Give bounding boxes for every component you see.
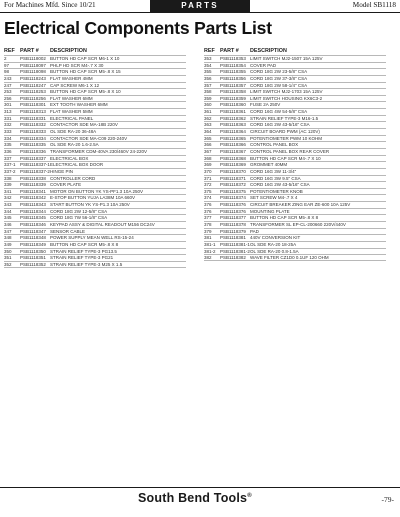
cell-ref: 363	[204, 122, 212, 128]
cell-part-number: PSB1118356	[220, 75, 246, 81]
table-row	[4, 141, 186, 148]
cell-ref: 342	[4, 195, 12, 201]
cell-part-number: PSB1118375	[220, 188, 246, 194]
cell-ref: 364	[204, 129, 212, 135]
table-row	[204, 88, 386, 95]
cell-part-number: PSB1118369	[220, 162, 246, 168]
table-row	[204, 148, 386, 155]
cell-ref: 336	[4, 148, 12, 154]
table-row	[4, 95, 186, 102]
table-row	[204, 55, 386, 62]
cell-description: ELECTRICAL PANEL	[50, 115, 94, 121]
cell-description: ELECTRICAL BOX DOOR	[50, 162, 104, 168]
cell-part-number: PSB1118359	[220, 95, 246, 101]
trademark-symbol: ®	[247, 492, 252, 499]
cell-part-number: PSB1118370	[220, 168, 246, 174]
cell-ref: 376	[204, 208, 212, 214]
cell-part-number: PSB1118339	[20, 182, 46, 188]
cell-part-number: PSB1118361	[220, 109, 246, 115]
table-row	[4, 88, 186, 95]
cell-description: CORD 16G 2W 43-5/16" CSA	[250, 182, 310, 188]
cell-description: COVER PLATE	[50, 182, 82, 188]
cell-description: POTENTIOMETER PWM 10 KOHM	[250, 135, 323, 141]
cell-description: CONTROL PANEL BOX REAR COVER	[250, 148, 330, 154]
cell-ref: 349	[4, 241, 12, 247]
table-row	[204, 208, 386, 215]
header-rule	[0, 12, 400, 13]
cell-part-number: PSB1118377	[220, 215, 246, 221]
cell-description: FLAT WASHER 4MM	[50, 75, 93, 81]
page-number: -79-	[381, 495, 394, 504]
cell-ref: 301	[4, 102, 12, 108]
table-row	[204, 181, 386, 188]
cell-part-number: PSB1118368	[220, 155, 246, 161]
cell-description: LIMIT SWITCH HOUSING KX6C3-2	[250, 95, 323, 101]
table-row	[4, 82, 186, 89]
cell-part-number: PSB1118256	[20, 95, 46, 101]
cell-ref: 333	[4, 129, 12, 135]
table-row	[204, 108, 386, 115]
cell-ref: 331	[4, 115, 12, 121]
table-row	[204, 121, 386, 128]
table-row	[204, 228, 386, 235]
table-row	[204, 188, 386, 195]
cell-part-number: PSB1118360	[220, 102, 246, 108]
cell-part-number: PSB1118098	[20, 69, 46, 75]
column-header-ref: REF	[4, 48, 15, 54]
cell-part-number: PSB1118362	[220, 115, 246, 121]
table-row	[4, 128, 186, 135]
cell-description: CORD 18G 2W 23-5/8" CSA	[250, 69, 308, 75]
cell-description: FLAT WASHER 6MM	[50, 95, 93, 101]
machines-mfd-note: For Machines Mfd. Since 10/21	[4, 1, 96, 9]
table-row	[4, 175, 186, 182]
cell-part-number: PSB1118341	[20, 188, 46, 194]
cell-description: BUTTON HD CAP SCR M5-.8 X 15	[50, 69, 121, 75]
table-row	[204, 234, 386, 241]
page-header	[0, 0, 400, 12]
cell-description: CONTROLLER CORD	[50, 175, 96, 181]
cell-part-number: PSB1118301	[20, 102, 46, 108]
cell-ref: 344	[4, 208, 12, 214]
cell-ref: 98	[4, 69, 10, 75]
cell-ref: 381-1	[204, 241, 216, 247]
cell-ref: 374	[204, 195, 212, 201]
table-row	[4, 188, 186, 195]
table-row	[204, 168, 386, 175]
cell-part-number: PSB1118367	[220, 148, 246, 154]
cell-ref: 350	[4, 248, 12, 254]
table-row	[4, 208, 186, 215]
table-row	[4, 135, 186, 142]
cell-ref: 337-2	[4, 168, 16, 174]
cell-ref: 332	[4, 122, 12, 128]
table-row	[204, 254, 386, 261]
cell-part-number: PSB1118253	[20, 89, 46, 95]
cell-ref: 335	[4, 142, 12, 148]
cell-part-number: PSB1118243	[20, 75, 46, 81]
cell-description: WAVE FILTER CZ1D0 0.1UF 120 OHM	[250, 255, 329, 260]
table-row	[204, 141, 386, 148]
cell-description: BUTTON HD CAP SCR M5-.8 X 8	[250, 215, 319, 221]
table-body	[4, 55, 186, 268]
cell-part-number: PSB1118350	[20, 248, 46, 254]
parts-table-right	[204, 47, 386, 261]
table-row	[4, 148, 186, 155]
cell-description: ELECTRICAL BOX	[50, 155, 89, 161]
cell-ref: 377	[204, 215, 212, 221]
cell-ref: 359	[204, 95, 212, 101]
cell-ref: 365	[204, 135, 212, 141]
cell-description: KEYPAD ASSY & DIGITAL READOUT M156 DC24V	[50, 222, 155, 228]
table-row	[4, 68, 186, 75]
cell-ref: 379	[204, 228, 212, 234]
footer-rule	[0, 487, 400, 488]
cell-part-number: PSB1118336	[20, 148, 46, 154]
table-row	[4, 115, 186, 122]
table-row	[204, 115, 386, 122]
column-header-description: DESCRIPTION	[250, 48, 287, 54]
table-row	[204, 101, 386, 108]
cell-ref: 256	[4, 95, 12, 101]
table-row	[204, 241, 386, 248]
cell-part-number: PSB1118334	[20, 135, 46, 141]
cell-description: CORD 18G 2W 12-5/8" CSA	[50, 208, 108, 214]
cell-description: PAD	[250, 228, 259, 234]
cell-description: SENSOR CABLE	[50, 228, 86, 234]
table-row	[204, 175, 386, 182]
cell-ref: 358	[204, 89, 212, 95]
table-row	[4, 248, 186, 255]
cell-description: START BUTTON YK YS-P1.3 10A 250V	[50, 202, 130, 208]
table-row	[204, 95, 386, 102]
table-row	[204, 82, 386, 89]
table-row	[4, 168, 186, 175]
cell-ref: 351	[4, 255, 12, 261]
cell-description: TRANSFORMER CDM-40VA 230/460V 24-220V	[50, 148, 147, 154]
cell-description: CORD 16G 3W 9.5" CSA	[250, 175, 301, 181]
table-header	[204, 47, 386, 55]
cell-description: GROMMET 40MM	[250, 162, 288, 168]
cell-part-number: PSB1118247	[20, 82, 46, 88]
cell-part-number: PSB1118381	[220, 235, 246, 241]
cell-description: POWER SUPPLY MEAN WELL RS-15-24	[50, 235, 134, 241]
cell-part-number: PSB1118002	[20, 56, 46, 61]
cell-part-number: PSB1118357	[220, 82, 246, 88]
section-tab-parts: PARTS	[150, 0, 250, 12]
cell-part-number: PSB1118313	[20, 109, 46, 115]
cell-part-number: PSB1118344	[20, 208, 46, 214]
cell-description: OL SDE RA-20 0.8-1.5A	[250, 248, 299, 254]
cell-part-number: PSB1118343	[20, 202, 46, 208]
cell-ref: 360	[204, 102, 212, 108]
cell-ref: 357	[204, 82, 212, 88]
cell-ref: 376	[204, 202, 212, 208]
column-header-part: PART #	[20, 48, 39, 54]
column-header-ref: REF	[204, 48, 215, 54]
cell-description: SET SCREW M4-.7 X 4	[250, 195, 298, 201]
brand-name: South Bend Tools	[138, 491, 248, 505]
cell-part-number: PSB1118374	[220, 195, 246, 201]
cell-ref: 337-1	[4, 162, 16, 168]
cell-ref: 338	[4, 175, 12, 181]
table-row	[4, 201, 186, 208]
cell-description: 440V CONVERSION KIT	[250, 235, 301, 241]
cell-part-number: PSB1118381-1	[220, 241, 250, 247]
table-row	[4, 241, 186, 248]
cell-description: CORD 16G 4W 54-5/8" CSA	[250, 109, 308, 115]
cell-ref: 352	[4, 261, 12, 267]
table-row	[4, 194, 186, 201]
cell-ref: 378	[204, 222, 212, 228]
cell-part-number: PSB1118366	[220, 142, 246, 148]
cell-description: CORD 16G 3W 11-3/4"	[250, 168, 297, 174]
cell-description: BUTTON HD CAP SCR M5-.8 X 10	[50, 89, 121, 95]
cell-description: COVER PAD	[250, 62, 277, 68]
table-row	[204, 75, 386, 82]
cell-part-number: PSB1118352	[20, 261, 46, 267]
cell-ref: 343	[4, 202, 12, 208]
cell-description: CORD 18G 2W 58-1/4" CSA	[250, 82, 308, 88]
table-row	[204, 248, 386, 255]
cell-ref: 345	[4, 215, 12, 221]
cell-part-number: PSB1118342	[20, 195, 46, 201]
cell-part-number: PSB1118381-2	[220, 248, 250, 254]
cell-part-number: PSB1118097	[20, 62, 46, 68]
cell-part-number: PSB1118355	[220, 69, 246, 75]
table-row	[4, 121, 186, 128]
table-row	[4, 155, 186, 162]
cell-part-number: PSB1118372	[220, 182, 246, 188]
cell-description: CORD 18G 7W 56-1/8" CSA	[50, 215, 108, 221]
brand-logo	[138, 491, 252, 505]
cell-ref: 381-2	[204, 248, 216, 254]
cell-part-number: PSB1118354	[220, 62, 246, 68]
cell-part-number: PSB1118346	[20, 222, 46, 228]
cell-part-number: PSB1118345	[20, 215, 46, 221]
cell-part-number: PSB1118351	[20, 255, 46, 261]
table-row	[4, 254, 186, 261]
cell-description: STRAIN RELIEF TYPE-3 M16-1.5	[250, 115, 319, 121]
cell-description: CORD 18G 2W 37-3/8" CSA	[250, 75, 308, 81]
parts-table-left	[4, 47, 186, 268]
cell-ref: 355	[204, 69, 212, 75]
cell-part-number: PSB1118371	[220, 175, 246, 181]
table-row	[4, 62, 186, 69]
table-row	[4, 181, 186, 188]
cell-part-number: PSB1118333	[20, 129, 46, 135]
cell-ref: 368	[204, 155, 212, 161]
table-body	[204, 55, 386, 261]
cell-ref: 334	[4, 135, 12, 141]
cell-ref: 372	[204, 182, 212, 188]
cell-description: OL SDE RA-20 36-48A	[50, 129, 97, 135]
cell-description: MOTOR ON BUTTON YK YS-PF1.3 10A 250V	[50, 188, 143, 194]
table-row	[204, 221, 386, 228]
cell-description: POTENTIOMETER KNOB	[250, 188, 303, 194]
cell-ref: 370	[204, 168, 212, 174]
cell-description: CIRCUIT BREAKER ZING EAR ZE-600 10A 125V	[250, 202, 351, 208]
cell-description: BUTTON HD CAP SCR M6-1 X 10	[50, 56, 120, 61]
cell-ref: 339	[4, 182, 12, 188]
cell-ref: 247	[4, 82, 12, 88]
cell-part-number: PSB1118338	[20, 175, 46, 181]
cell-part-number: PSB1118332	[20, 122, 46, 128]
page-title: Electrical Components Parts List	[4, 18, 272, 38]
cell-ref: 382	[204, 255, 212, 261]
table-row	[204, 194, 386, 201]
cell-part-number: PSB1118331	[20, 115, 46, 121]
cell-description: STRAIN RELIEF TYPE-3 PG13.5	[50, 248, 117, 254]
cell-description: CORD 16G 2W 43-5/16" CSA	[250, 122, 310, 128]
cell-ref: 354	[204, 62, 212, 68]
cell-ref: 369	[204, 162, 212, 168]
column-header-part: PART #	[220, 48, 239, 54]
cell-ref: 375	[204, 188, 212, 194]
cell-description: CONTACTOR SDE MA-18B 220V	[50, 122, 118, 128]
table-row	[4, 261, 186, 268]
table-row	[4, 101, 186, 108]
table-row	[204, 155, 386, 162]
table-row	[4, 228, 186, 235]
cell-ref: 366	[204, 142, 212, 148]
cell-part-number: PSB1118358	[220, 89, 246, 95]
table-header	[4, 47, 186, 55]
cell-description: HINGE PIN	[50, 168, 74, 174]
cell-description: FUSE 2A 250V	[250, 102, 281, 108]
cell-description: E-STOP BUTTON YUJA LA38M 10A 660V	[50, 195, 135, 201]
cell-ref: 313	[4, 109, 12, 115]
cell-part-number: PSB1118363	[220, 122, 246, 128]
cell-ref: 362	[204, 115, 212, 121]
cell-description: LIMIT SWITCH MJ2-1703 15A 125V	[250, 89, 323, 95]
cell-description: BUTTON HD CAP SCR M4-.7 X 10	[250, 155, 321, 161]
cell-ref: 371	[204, 175, 212, 181]
table-row	[204, 128, 386, 135]
cell-description: TRANSFORMER SL EP-CL-200660 220V/440V	[250, 222, 346, 228]
table-row	[204, 62, 386, 69]
cell-part-number: PSB1118364	[220, 129, 246, 135]
cell-description: OL SDE RA-20 18-25A	[250, 241, 297, 247]
cell-description: MOUNTING PLATE	[250, 208, 290, 214]
cell-part-number: PSB1118376	[220, 202, 246, 208]
cell-description: CIRCUIT BOARD PWM (AC 120V)	[250, 129, 320, 135]
table-row	[204, 161, 386, 168]
table-row	[4, 75, 186, 82]
cell-description: CONTROL PANEL BOX	[250, 142, 299, 148]
table-row	[4, 221, 186, 228]
model-number: Model SB1118	[352, 1, 396, 9]
cell-ref: 253	[4, 89, 12, 95]
cell-part-number: PSB1118379	[220, 228, 246, 234]
cell-part-number: PSB1118347	[20, 228, 46, 234]
cell-description: STRAIN RELIEF TYPE-3 PG21	[50, 255, 114, 261]
table-row	[204, 201, 386, 208]
cell-ref: 243	[4, 75, 12, 81]
cell-description: LIMIT SWITCH MJ2-1507 15A 125V	[250, 56, 323, 61]
table-row	[4, 161, 186, 168]
table-row	[4, 234, 186, 241]
table-row	[4, 108, 186, 115]
cell-description: OL SDE RA-20 1.6-2.5A	[50, 142, 99, 148]
cell-ref: 348	[4, 235, 12, 241]
cell-ref: 356	[204, 75, 212, 81]
cell-ref: 353	[204, 56, 212, 61]
cell-ref: 347	[4, 228, 12, 234]
cell-description: BUTTON HD CAP SCR M5-.8 X 8	[50, 241, 119, 247]
cell-ref: 346	[4, 222, 12, 228]
cell-part-number: PSB1118378	[220, 222, 246, 228]
table-row	[4, 55, 186, 62]
table-row	[4, 214, 186, 221]
cell-part-number: PSB1118337-2	[20, 168, 50, 174]
cell-ref: 97	[4, 62, 10, 68]
cell-part-number: PSB1118376	[220, 208, 246, 214]
table-row	[204, 135, 386, 142]
cell-part-number: PSB1118382	[220, 255, 246, 261]
cell-part-number: PSB1118337-1	[20, 162, 50, 168]
cell-part-number: PSB1118365	[220, 135, 246, 141]
cell-ref: 367	[204, 148, 212, 154]
cell-ref: 341	[4, 188, 12, 194]
cell-description: CONTACTOR SDE MA-C09 220-240V	[50, 135, 128, 141]
cell-part-number: PSB1118337	[20, 155, 46, 161]
column-header-description: DESCRIPTION	[50, 48, 87, 54]
cell-part-number: PSB1118348	[20, 235, 46, 241]
cell-ref: 337	[4, 155, 12, 161]
cell-ref: 361	[204, 109, 212, 115]
cell-description: FLAT WASHER 5MM	[50, 109, 93, 115]
cell-ref: 2	[4, 56, 7, 61]
cell-part-number: PSB1118353	[220, 56, 246, 61]
table-row	[204, 214, 386, 221]
cell-description: PHLP HD SCR M4-.7 X 30	[50, 62, 104, 68]
cell-description: CAP SCREW M6-1 X 12	[50, 82, 100, 88]
cell-ref: 381	[204, 235, 212, 241]
cell-part-number: PSB1118335	[20, 142, 46, 148]
cell-description: STRAIN RELIEF TYPE-3 M25 X 1.5	[50, 261, 123, 267]
table-row	[204, 68, 386, 75]
cell-description: EXT TOOTH WASHER 6MM	[50, 102, 108, 108]
cell-part-number: PSB1118349	[20, 241, 46, 247]
